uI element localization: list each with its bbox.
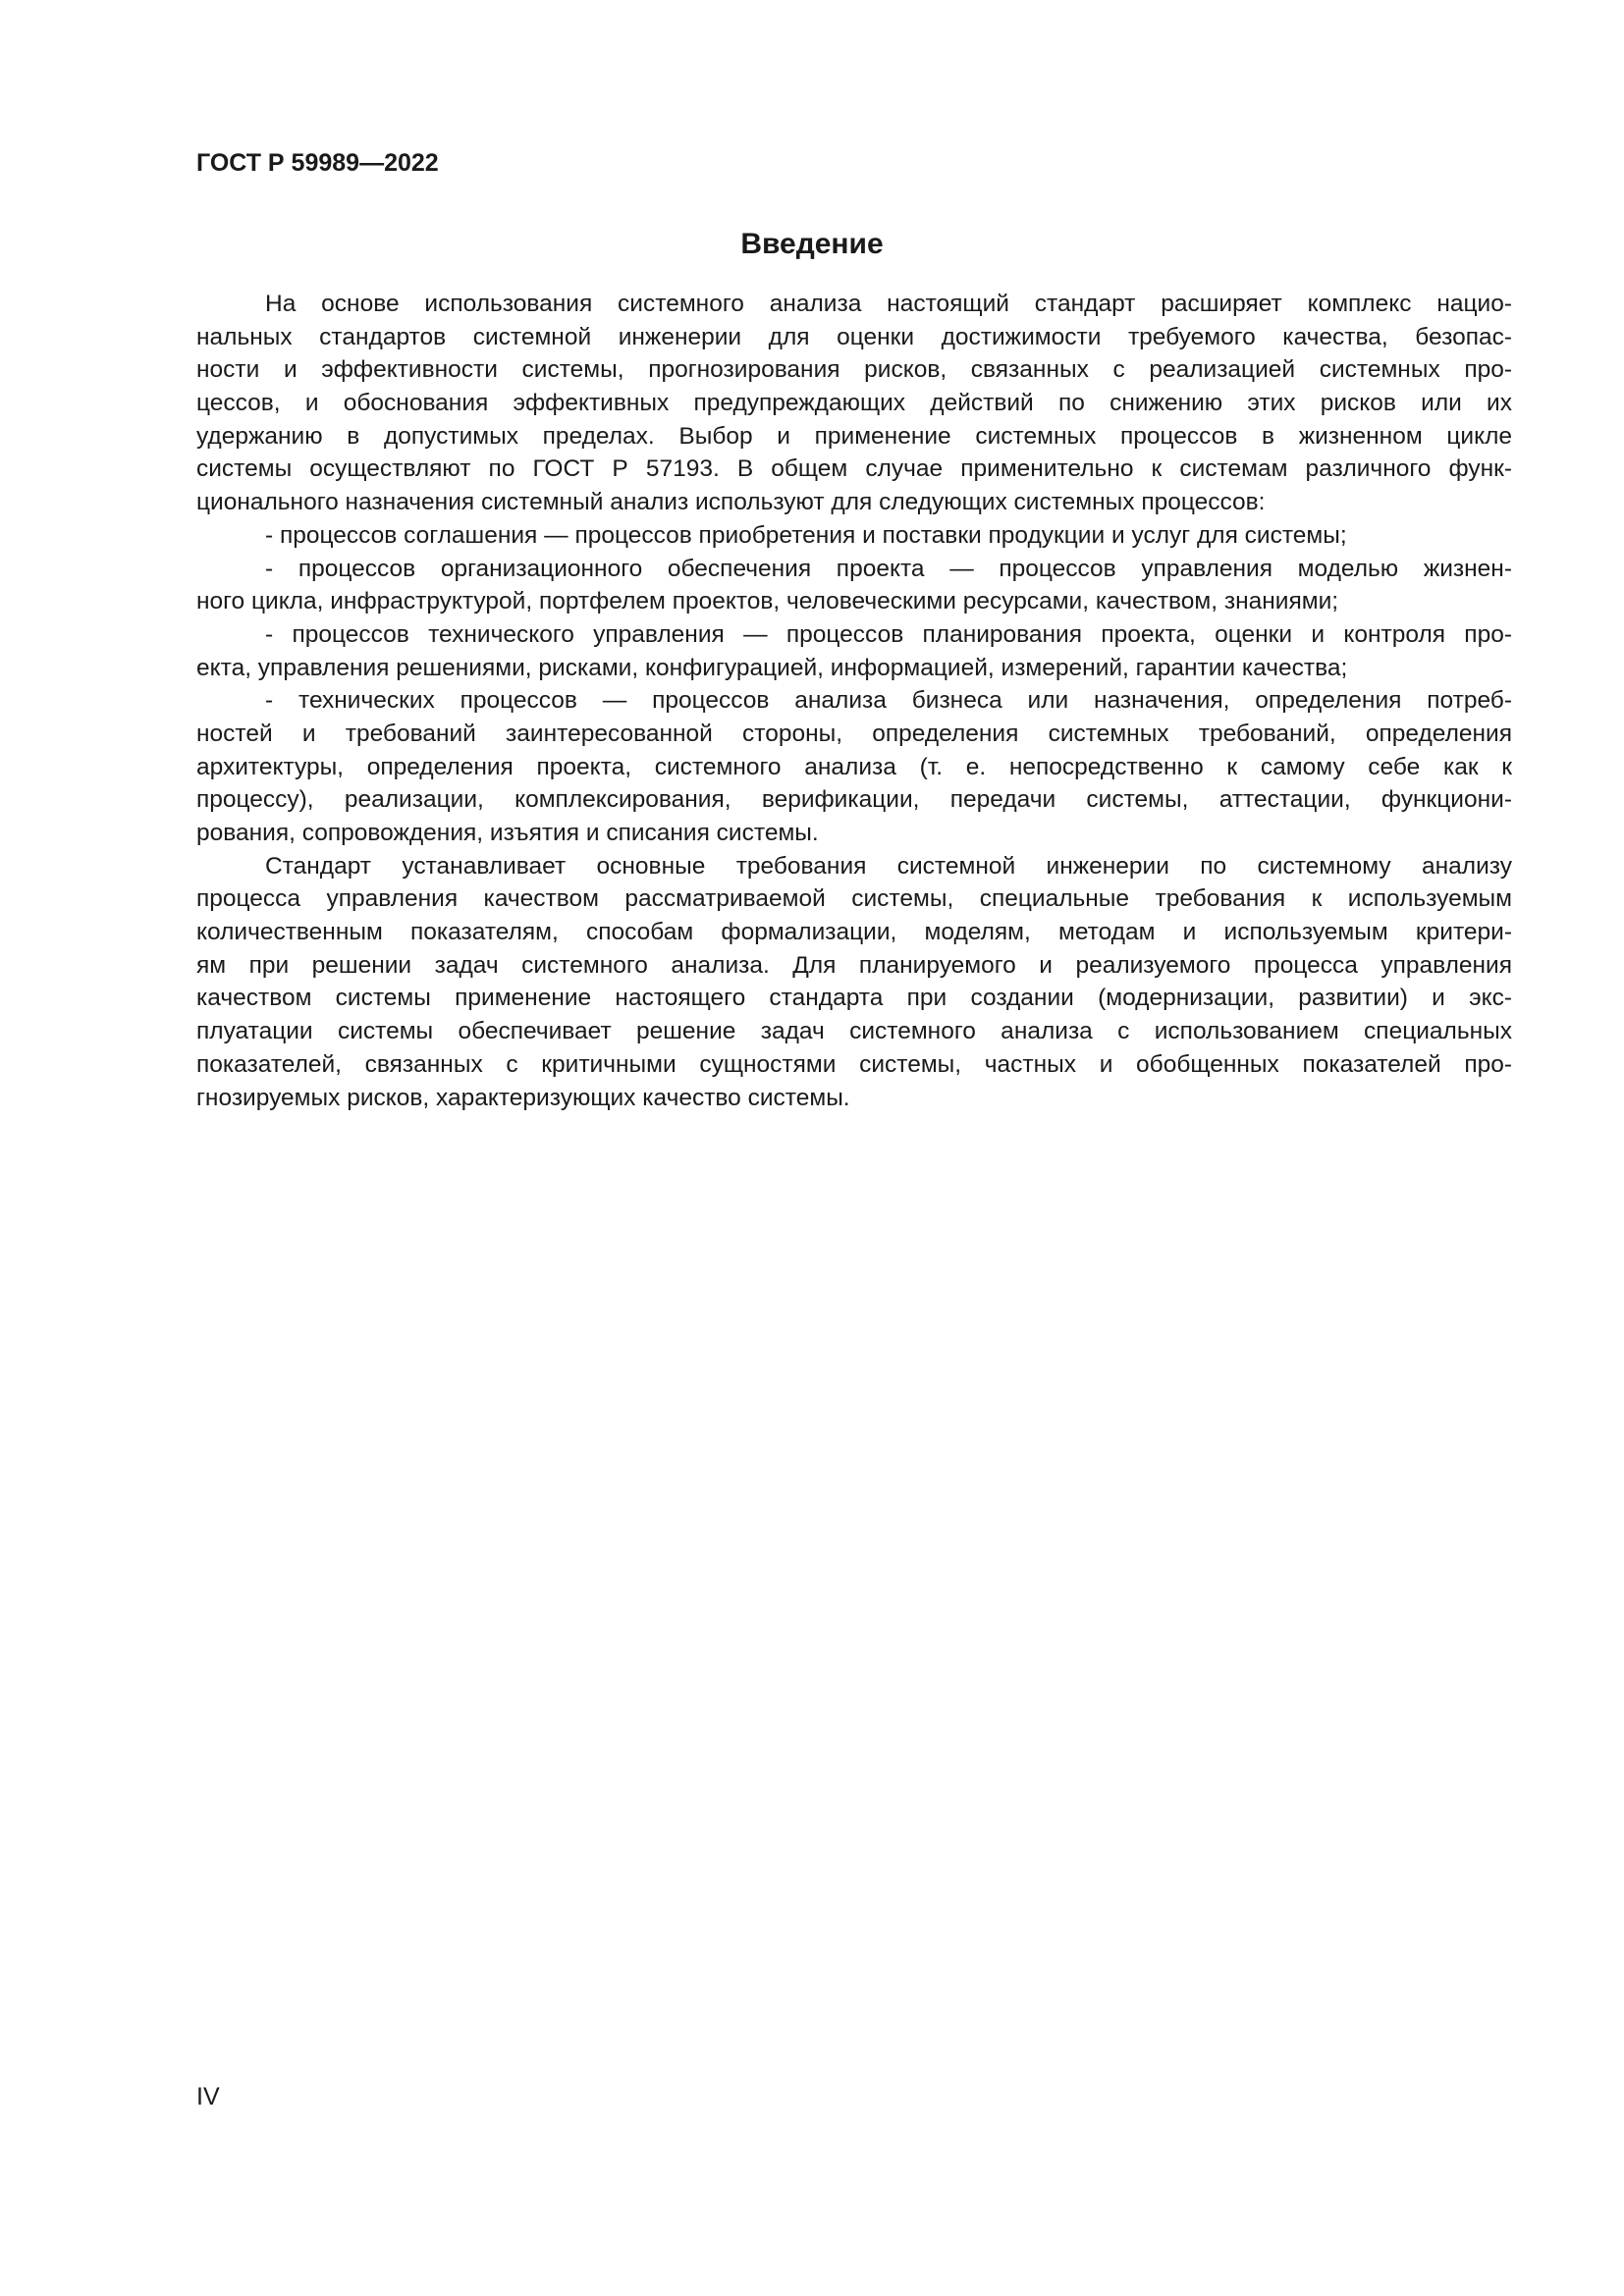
text-line: ного цикла, инфраструктурой, портфелем проектов, человеческими ресурсами, качеством, знаниями; bbox=[196, 588, 1339, 615]
text-line: плуатации системы обеспечивает решение задач системного анализа с использованием специальных bbox=[196, 1018, 1512, 1045]
text-line: качеством системы применение настоящего стандарта при создании (модернизации, развитии) и экс- bbox=[196, 985, 1512, 1012]
text-line: - процессов технического управления — процессов планирования проекта, оценки и контроля про- bbox=[265, 620, 1512, 648]
section-title: Введение bbox=[740, 228, 884, 260]
text-line: процесса управления качеством рассматриваемой системы, специальные требования к используемым bbox=[196, 885, 1512, 913]
text-line: нальных стандартов системной инженерии для оценки достижимости требуемого качества, безопас- bbox=[196, 323, 1512, 350]
paragraph bbox=[196, 553, 1512, 618]
text-line: ям при решении задач системного анализа. Для планируемого и реализуемого процесса управления bbox=[196, 951, 1512, 979]
text-line: - технических процессов — процессов анализа бизнеса или назначения, определения потреб- bbox=[265, 687, 1512, 715]
text-line: количественным показателям, способам формализации, моделям, методам и используемым критери- bbox=[196, 919, 1512, 946]
text-line: - процессов соглашения — процессов приобретения и поставки продукции и услуг для системы; bbox=[265, 521, 1347, 549]
text-line: На основе использования системного анализа настоящий стандарт расширяет комплекс нацио- bbox=[265, 291, 1512, 317]
text-line: цессов, и обоснования эффективных предупреждающих действий по снижению этих рисков или их bbox=[196, 390, 1512, 417]
paragraph bbox=[196, 288, 1512, 519]
text-line: удержанию в допустимых пределах. Выбор и применение системных процессов в жизненном цикле bbox=[196, 422, 1512, 450]
text-line: системы осуществляют по ГОСТ Р 57193. В общем случае применительно к системам различного функ- bbox=[196, 455, 1512, 483]
text-line: - процессов организационного обеспечения проекта — процессов управления моделью жизнен- bbox=[265, 555, 1512, 582]
text-line: процессу), реализации, комплексирования, верификации, передачи системы, аттестации, функциони- bbox=[196, 786, 1512, 814]
document-body bbox=[196, 288, 1512, 1114]
paragraph bbox=[196, 684, 1512, 849]
text-line: ционального назначения системный анализ используют для следующих системных процессов: bbox=[196, 489, 1266, 516]
text-line: ности и эффективности системы, прогнозирования рисков, связанных с реализацией системных про- bbox=[196, 356, 1512, 384]
paragraph bbox=[196, 850, 1512, 1115]
page-number: IV bbox=[196, 2083, 220, 2110]
text-line: показателей, связанных с критичными сущностями системы, частных и обобщенных показателей про- bbox=[196, 1050, 1512, 1078]
text-line: рования, сопровождения, изъятия и списания системы. bbox=[196, 820, 819, 846]
paragraph bbox=[196, 519, 1512, 553]
document-id-header: ГОСТ Р 59989—2022 bbox=[196, 149, 439, 177]
text-line: екта, управления решениями, рисками, конфигурацией, информацией, измерений, гарантии качества; bbox=[196, 654, 1348, 681]
text-line: ностей и требований заинтересованной стороны, определения системных требований, определения bbox=[196, 720, 1512, 747]
text-line: архитектуры, определения проекта, системного анализа (т. е. непосредственно к самому себе как к bbox=[196, 753, 1512, 780]
paragraph bbox=[196, 618, 1512, 684]
text-line: Стандарт устанавливает основные требования системной инженерии по системному анализу bbox=[265, 852, 1512, 880]
text-line: гнозируемых рисков, характеризующих качество системы. bbox=[196, 1084, 850, 1111]
